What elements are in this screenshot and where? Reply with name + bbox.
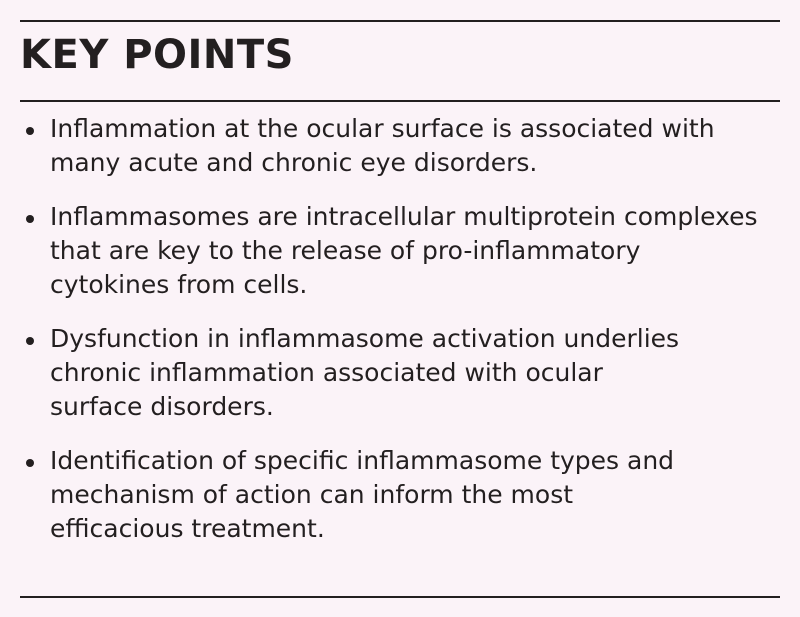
bullet-icon xyxy=(26,127,34,135)
key-point-1 xyxy=(20,112,780,180)
key-point-line: Inflammasomes are intracellular multiprotein complexes xyxy=(50,202,758,231)
key-point-line: many acute and chronic eye disorders. xyxy=(50,148,538,177)
key-point-line: Inflammation at the ocular surface is associated with xyxy=(50,114,715,143)
key-point-4 xyxy=(20,444,780,546)
bottom-rule xyxy=(20,596,780,598)
key-points-list xyxy=(20,112,780,566)
key-points-title: KEY POINTS xyxy=(20,32,294,78)
top-rule xyxy=(20,20,780,22)
key-point-3 xyxy=(20,322,780,424)
key-point-line: Dysfunction in inflammasome activation underlies xyxy=(50,324,680,353)
title-divider xyxy=(20,100,780,102)
bullet-icon xyxy=(26,459,34,467)
key-point-line: surface disorders. xyxy=(50,392,274,421)
key-point-line: cytokines from cells. xyxy=(50,270,308,299)
key-point-line: chronic inflammation associated with ocular xyxy=(50,358,603,387)
key-point-line: efficacious treatment. xyxy=(50,514,325,543)
key-point-line: that are key to the release of pro-inflammatory xyxy=(50,236,641,265)
key-point-line: Identification of specific inflammasome types and xyxy=(50,446,675,475)
bullet-icon xyxy=(26,215,34,223)
key-point-2 xyxy=(20,200,780,302)
bullet-icon xyxy=(26,337,34,345)
key-point-line: mechanism of action can inform the most xyxy=(50,480,574,509)
